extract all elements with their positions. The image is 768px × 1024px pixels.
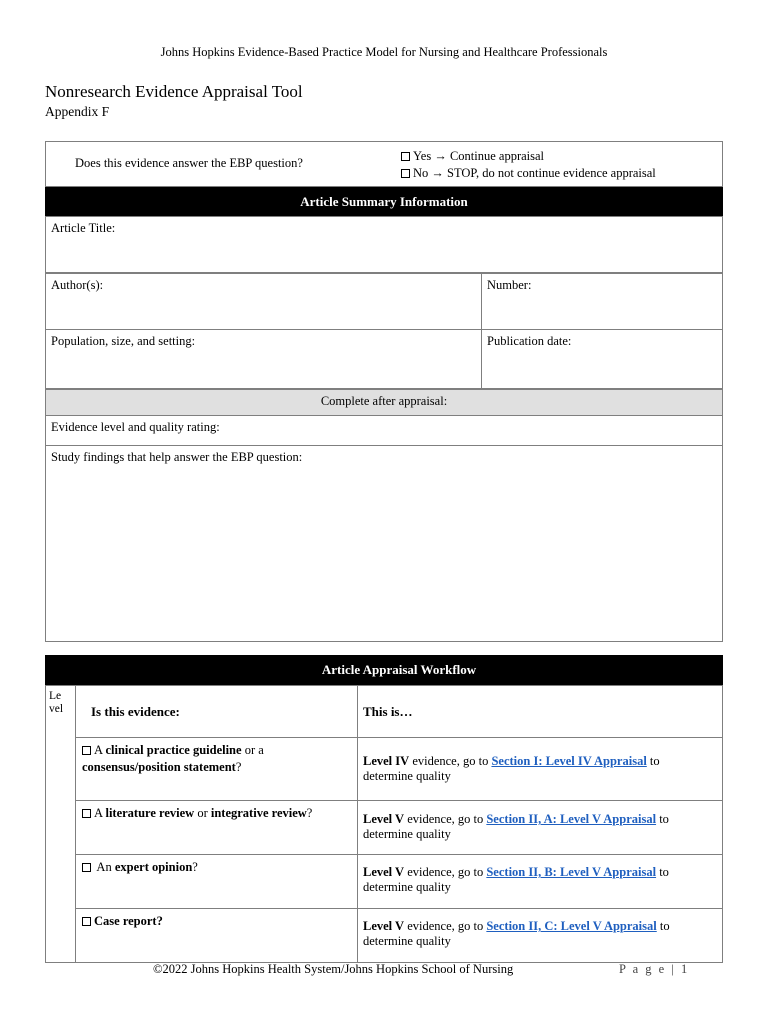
workflow-row-1-question[interactable]: A clinical practice guideline or a consensus/position statement? (75, 737, 358, 801)
no-label: No → STOP, do not continue evidence appraisal (413, 166, 656, 180)
number-field[interactable]: Number: (481, 273, 723, 330)
workflow-row-4-question[interactable]: Case report? (75, 908, 358, 963)
article-title-field[interactable]: Article Title: (45, 216, 723, 273)
question-prompt: Does this evidence answer the EBP question? (75, 156, 303, 170)
workflow-row-1-result: Level IV evidence, go to Section I: Level IV Appraisal to determine quality (357, 737, 723, 801)
section-1-link[interactable]: Section I: Level IV Appraisal (491, 754, 647, 768)
workflow-row-4-result: Level V evidence, go to Section II, C: Level V Appraisal to determine quality (357, 908, 723, 963)
authors-field[interactable]: Author(s): (45, 273, 482, 330)
question-row (45, 141, 723, 187)
document-title: Nonresearch Evidence Appraisal Tool (45, 82, 303, 101)
col-header-evidence: Is this evidence: (75, 685, 358, 738)
level-label-1: Le (49, 690, 62, 702)
section-2b-link[interactable]: Section II, B: Level V Appraisal (486, 865, 657, 879)
evidence-level-field[interactable]: Evidence level and quality rating: (45, 415, 723, 446)
section-2c-link[interactable]: Section II, C: Level V Appraisal (486, 919, 657, 933)
footer-copyright: ©2022 Johns Hopkins Health System/Johns Hopkins School of Nursing (153, 962, 514, 976)
population-field[interactable]: Population, size, and setting: (45, 329, 482, 389)
publication-date-field[interactable]: Publication date: (481, 329, 723, 389)
level-label-2: vel (49, 703, 64, 715)
section-2a-link[interactable]: Section II, A: Level V Appraisal (486, 812, 657, 826)
level-column-header (45, 655, 76, 685)
workflow-row-3-result: Level V evidence, go to Section II, B: Level V Appraisal to determine quality (357, 854, 723, 909)
no-option[interactable] (401, 165, 656, 182)
row-2-checkbox[interactable] (82, 809, 91, 818)
yes-option[interactable] (401, 148, 656, 165)
no-checkbox[interactable] (401, 169, 410, 178)
yes-label: Yes → Continue appraisal (413, 149, 545, 163)
workflow-heading: Article Appraisal Workflow (75, 655, 723, 685)
study-findings-field[interactable]: Study findings that help answer the EBP question: (45, 445, 723, 642)
row-1-checkbox[interactable] (82, 746, 91, 755)
page-number: P a g e | 1 (619, 962, 690, 976)
yes-checkbox[interactable] (401, 152, 410, 161)
row-4-checkbox[interactable] (82, 917, 91, 926)
workflow-row-3-question[interactable]: An expert opinion? (75, 854, 358, 909)
summary-heading: Article Summary Information (45, 187, 723, 216)
level-column (45, 685, 76, 963)
col-header-this-is: This is… (357, 685, 723, 738)
workflow-row-2-question[interactable]: A literature review or integrative review? (75, 800, 358, 855)
workflow-row-2-result: Level V evidence, go to Section II, A: Level V Appraisal to determine quality (357, 800, 723, 855)
document-subtitle: Appendix F (45, 104, 110, 119)
page-header: Johns Hopkins Evidence-Based Practice Model for Nursing and Healthcare Professionals (160, 45, 608, 59)
complete-after-heading: Complete after appraisal: (45, 389, 723, 416)
row-3-checkbox[interactable] (82, 863, 91, 872)
